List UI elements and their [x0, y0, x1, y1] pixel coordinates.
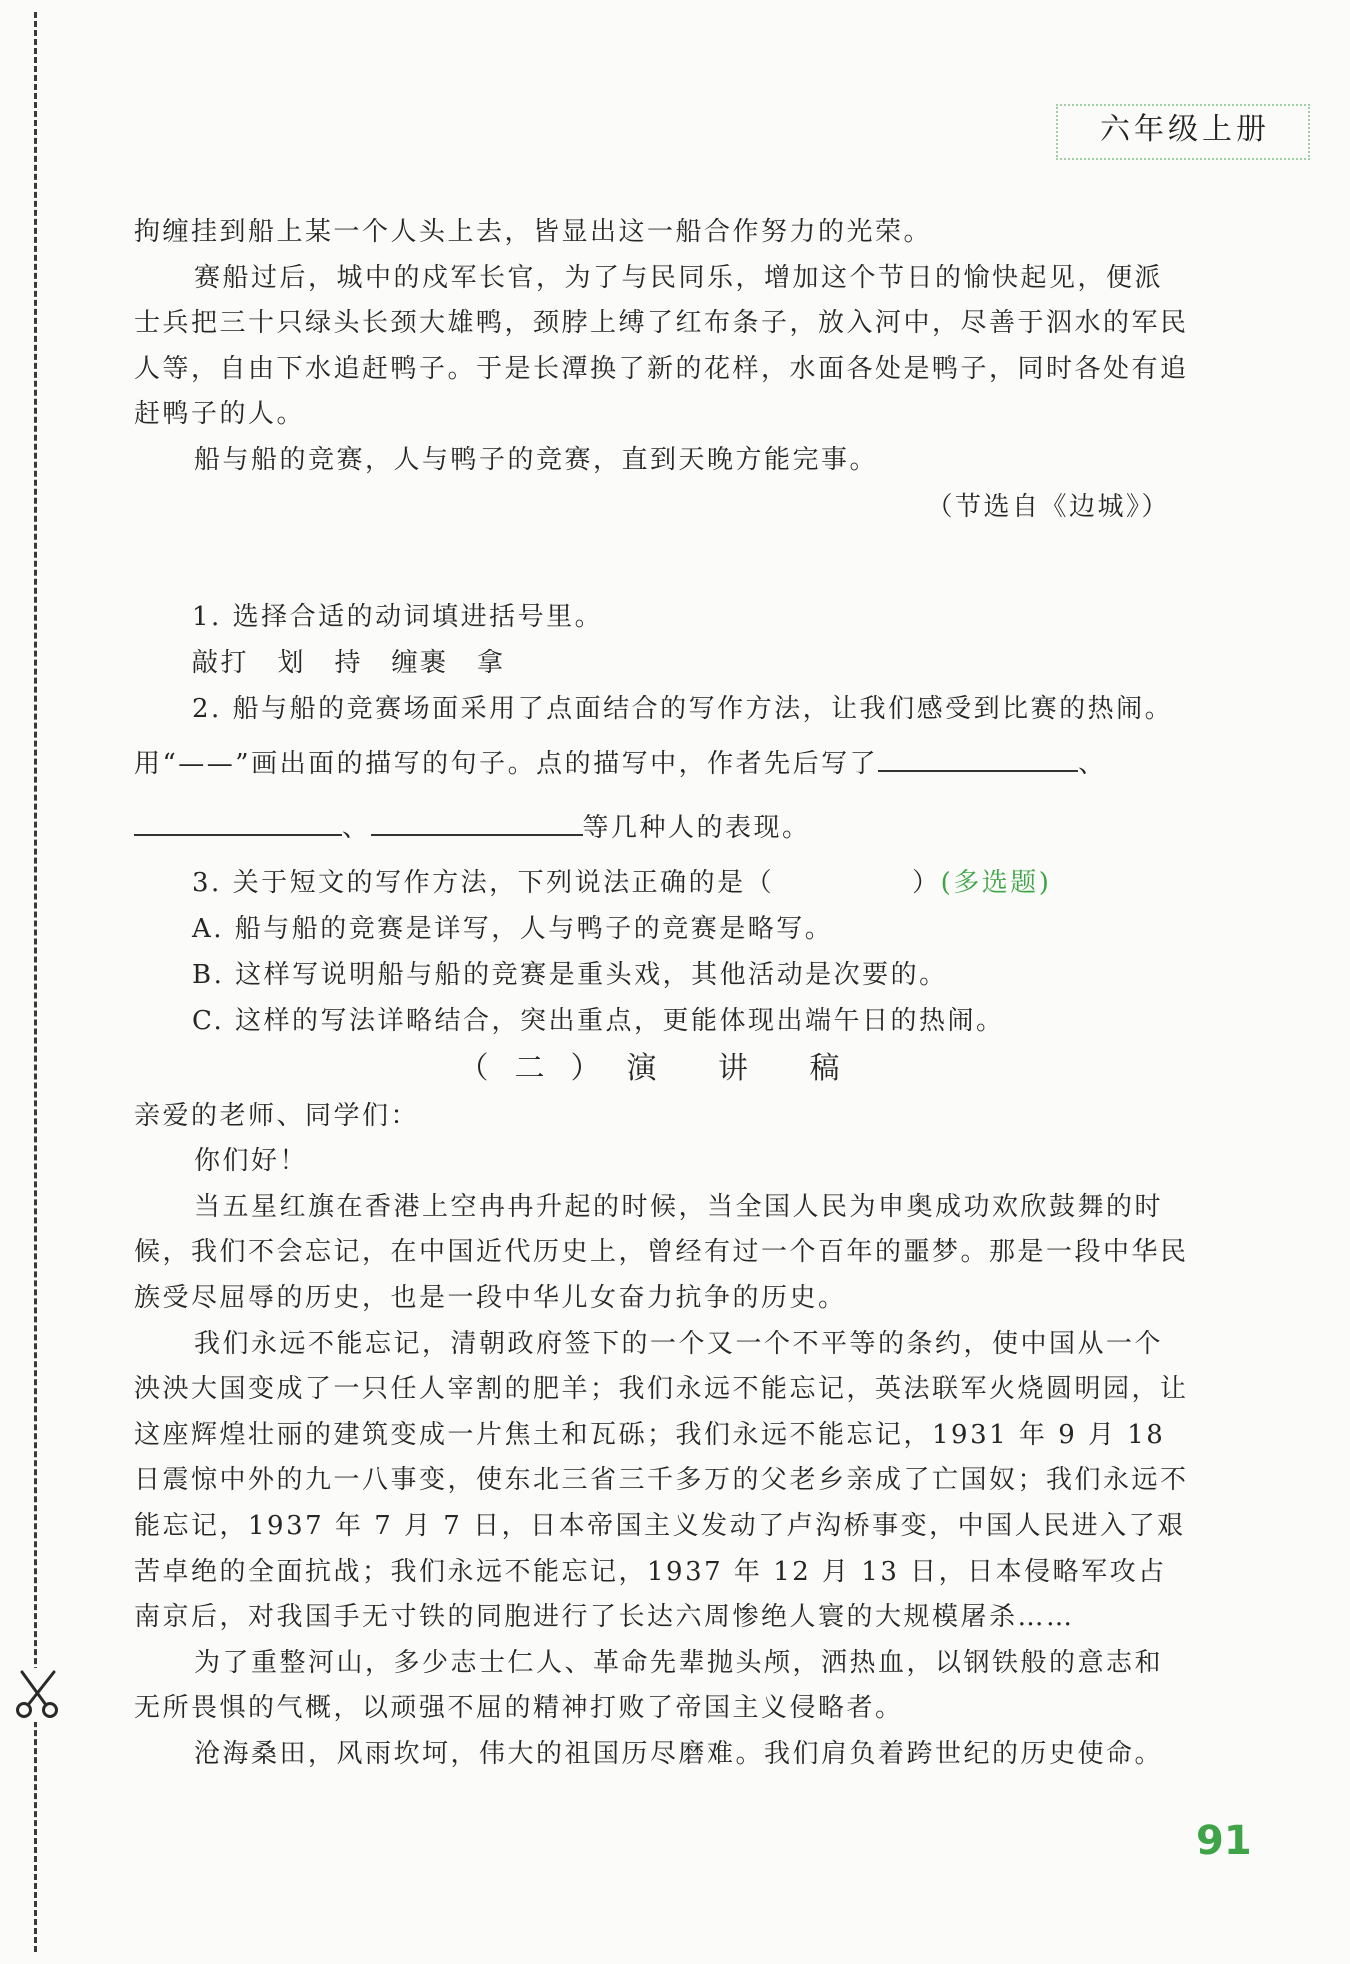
multi-choice-tag: (多选题) [940, 867, 1052, 898]
separator: 、 [1078, 748, 1107, 779]
scissors-icon [14, 1668, 62, 1722]
passage-paragraph: 船与船的竞赛，人与鸭子的竞赛，直到天晚方能完事。 [194, 444, 879, 475]
page-number: 91 [1196, 1818, 1252, 1864]
spacer [134, 530, 1190, 594]
question-1-prompt: 1. 选择合适的动词填进括号里。 [192, 601, 604, 632]
paren-close: ） [912, 867, 941, 898]
question-2-line2 [134, 732, 1190, 796]
option-a: A. 船与船的竞赛是详写，人与鸭子的竞赛是略写。 [192, 913, 834, 944]
answer-blank-2[interactable] [134, 804, 342, 836]
separator: 、 [342, 812, 371, 843]
question-3-prompt [134, 860, 1190, 906]
page-content [134, 210, 1190, 1777]
question-2-line1: 2. 船与船的竞赛场面采用了点面结合的写作方法，让我们感受到比赛的热闹。 [192, 693, 1174, 724]
answer-blank-3[interactable] [371, 804, 583, 836]
speech-paragraph: 当五星红旗在香港上空冉冉升起的时候，当全国人民为申奥成功欢欣鼓舞的时候，我们不会忘记，在中国近代历史上，曾经有过一个百年的噩梦。那是一段中华民族受尽屈辱的历史，也是一段中华儿女奋力抗争的历史。 [134, 1191, 1189, 1313]
passage-paragraph: 赛船过后，城中的戍军长官，为了与民同乐，增加这个节日的愉快起见，便派士兵把三十只绿头长颈大雄鸭，颈脖上缚了红布条子，放入河中，尽善于泅水的军民人等，自由下水追赶鸭子。于是长潭换了新的花样，水面各处是鸭子，同时各处有追赶鸭子的人。 [134, 262, 1189, 430]
question-2-text: 用“——”画出面的描写的句子。点的描写中，作者先后写了 [134, 748, 879, 779]
speech-greeting: 你们好！ [194, 1146, 309, 1177]
question-2-line3 [134, 796, 1190, 860]
question-3-text: 3. 关于短文的写作方法，下列说法正确的是（ [192, 867, 775, 898]
question-2-tail: 等几种人的表现。 [582, 812, 811, 843]
passage-source: （节选自《边城》） [926, 491, 1170, 522]
passage-line: 拘缠挂到船上某一个人头上去，皆显出这一船合作努力的光荣。 [134, 217, 933, 247]
question-1-words: 敲打 划 持 缠裹 拿 [192, 647, 506, 678]
option-b: B. 这样写说明船与船的竞赛是重头戏，其他活动是次要的。 [192, 959, 948, 990]
option-c: C. 这样的写法详略结合，突出重点，更能体现出端午日的热闹。 [192, 1005, 1005, 1036]
section-2-title: （二）演 讲 稿 [458, 1050, 866, 1086]
answer-blank-1[interactable] [878, 740, 1078, 772]
speech-salutation: 亲爱的老师、同学们： [134, 1100, 420, 1131]
speech-paragraph: 沧海桑田，风雨坎坷，伟大的祖国历尽磨难。我们肩负着跨世纪的历史使命。 [194, 1738, 1164, 1769]
speech-paragraph: 为了重整河山，多少志士仁人、革命先辈抛头颅，洒热血，以钢铁般的意志和无所畏惧的气概，以顽强不屈的精神打败了帝国主义侵略者。 [134, 1647, 1164, 1724]
cut-dashed-line [34, 12, 37, 1952]
grade-title: 六年级上册 [1100, 112, 1270, 147]
speech-paragraph: 我们永远不能忘记，清朝政府签下的一个又一个不平等的条约，使中国从一个泱泱大国变成了一只任人宰割的肥羊；我们永远不能忘记，英法联军火烧圆明园，让这座辉煌壮丽的建筑变成一片焦土和瓦砾；我们永远不能忘记，1931 年 9 月 18 日震惊中外的九一八事变，使东北三省三千多万的父老乡亲成了亡国奴；我们永远不能忘记，1937 年 7 月 7 日，日本帝国主义发动了卢沟桥事变，中国人民进入了艰苦卓绝的全面抗战；我们永远不能忘记，1937 年 12 月 13 日，日本侵略军攻占南京后，对我国手无寸铁的同胞进行了长达六周惨绝人寰的大规模屠杀…… [134, 1328, 1189, 1633]
